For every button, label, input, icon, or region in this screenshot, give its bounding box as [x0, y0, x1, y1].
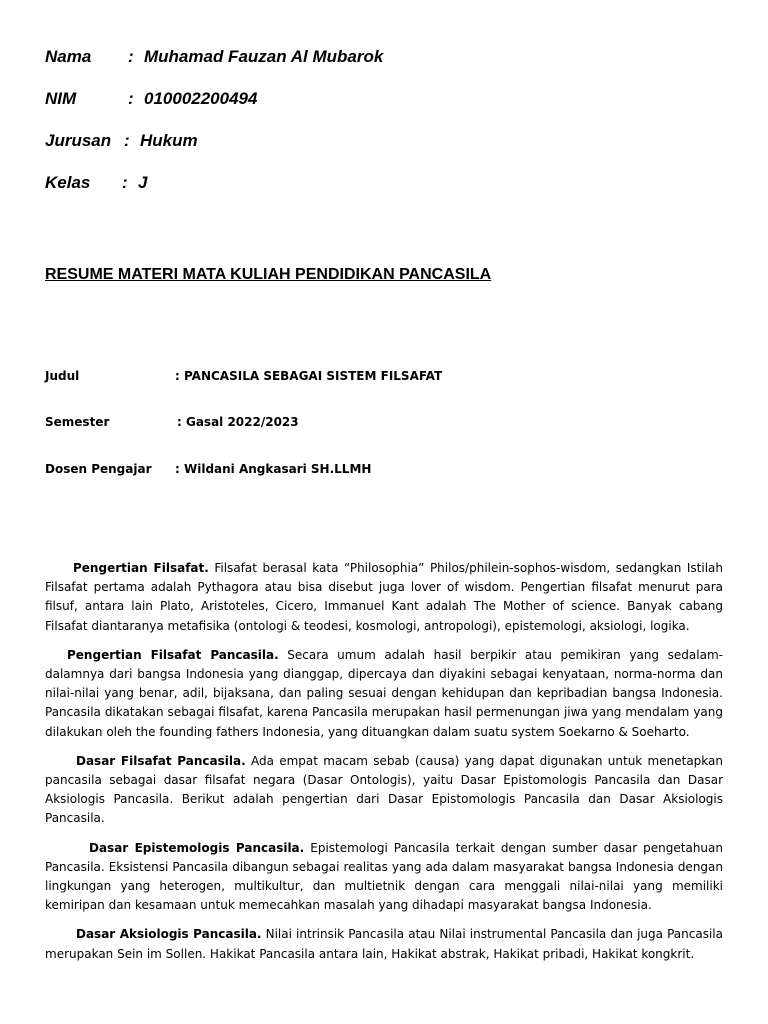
paragraph-dasar-aksiologis	[45, 925, 723, 963]
jurusan-value: Hukum	[140, 131, 198, 150]
paragraph-text: Epistemologi Pancasila terkait dengan sumber dasar pengetahuan Pancasila. Eksistensi Pancasila dibangun sebagai realitas yang ada dalam masyarakat bangsa Indonesia dengan lingkungan yang heterogen, multikultur, dan multietnik dengan cara menggali nilai-nilai yang memiliki kemiripan dan kesamaan untuk memecahkan masalah yang dihadapi masyarakat bangsa Indonesia.	[45, 840, 723, 913]
meta-semester-row	[45, 414, 445, 430]
semester-label: Semester	[45, 415, 110, 429]
dosen-label: Dosen Pengajar	[45, 462, 152, 476]
paragraph-dasar-filsafat	[45, 752, 723, 829]
paragraph-text: Filsafat berasal kata “Philosophia” Philos/philein-sophos-wisdom, sedangkan Istilah Filsafat pertama adalah Pythagora atau bisa disebut juga lover of wisdom. Pengertian filsafat menurut para filsuf, antara lain Plato, Aristoteles, Cicero, Immanuel Kant adalah The Mother of science. Banyak cabang Filsafat diantaranya metafisika (ontologi & teodesi, kosmologi, antropologi), epistemologi, aksiologi, logika.	[45, 561, 723, 633]
kelas-label: Kelas	[45, 173, 91, 192]
paragraph-text: Nilai intrinsik Pancasila atau Nilai instrumental Pancasila dan juga Pancasila merupakan Sein im Sollen. Hakikat Pancasila antara lain, Hakikat abstrak, Hakikat pribadi, Hakikat kongkrit.	[45, 927, 723, 961]
nama-value: Muhamad Fauzan Al Mubarok	[144, 47, 384, 66]
identity-jurusan-row	[45, 131, 198, 151]
semester-value: : Gasal 2022/2023	[177, 415, 299, 429]
identity-nim-row	[45, 89, 257, 109]
body-text	[45, 559, 723, 974]
paragraph-term: Dasar Aksiologis Pancasila.	[76, 927, 262, 942]
paragraph-term: Pengertian Filsafat.	[73, 561, 209, 575]
identity-kelas-row	[45, 173, 147, 193]
nama-label: Nama	[45, 47, 92, 66]
paragraph-text: Ada empat macam sebab (causa) yang dapat digunakan untuk menetapkan pancasila sebagai dasar filsafat negara (Dasar Ontologis), yaitu Dasar Epistomologis Pancasila dan Dasar Aksiologis Pancasila. Berikut adalah pengertian dari Dasar Epistomologis Pancasila dan Dasar Aksiologis Pancasila.	[45, 753, 723, 826]
nim-separator: :	[128, 89, 134, 108]
paragraph-term: Pengertian Filsafat Pancasila.	[67, 647, 279, 662]
nama-separator: :	[128, 47, 134, 66]
nim-value: 010002200494	[144, 89, 258, 108]
jurusan-label: Jurusan	[45, 131, 112, 150]
nim-label: NIM	[45, 89, 77, 108]
paragraph-dasar-epistemologis	[45, 839, 723, 916]
identity-nama-row	[45, 47, 383, 67]
paragraph-pengertian-filsafat	[45, 559, 723, 636]
judul-value: : PANCASILA SEBAGAI SISTEM FILSAFAT	[175, 369, 443, 383]
kelas-value: J	[138, 173, 148, 192]
jurusan-separator: :	[124, 131, 130, 150]
meta-judul-row	[45, 368, 445, 384]
kelas-separator: :	[122, 173, 128, 192]
meta-dosen-row	[45, 461, 445, 477]
judul-label: Judul	[45, 369, 80, 383]
document-heading: RESUME MATERI MATA KULIAH PENDIDIKAN PANCASILA	[45, 266, 492, 283]
dosen-value: : Wildani Angkasari SH.LLMH	[175, 462, 372, 476]
paragraph-term: Dasar Filsafat Pancasila.	[76, 753, 246, 768]
paragraph-filsafat-pancasila	[45, 646, 723, 742]
paragraph-term: Dasar Epistemologis Pancasila.	[89, 840, 305, 855]
paragraph-text: Secara umum adalah hasil berpikir atau pemikiran yang sedalam-dalamnya dari bangsa Indonesia yang dianggap, dipercaya dan diyakini sebagai kenyataan, norma-norma dan nilai-nilai yang benar, adil, bijaksana, dan paling sesuai dengan kehidupan dan kepribadian bangsa Indonesia. Pancasila dikatakan sebagai filsafat, karena Pancasila merupakan hasil permenungan jiwa yang mendalam yang dilakukan oleh the founding fathers Indonesia, yang dituangkan dalam suatu system Soekarno & Soeharto.	[45, 647, 723, 739]
